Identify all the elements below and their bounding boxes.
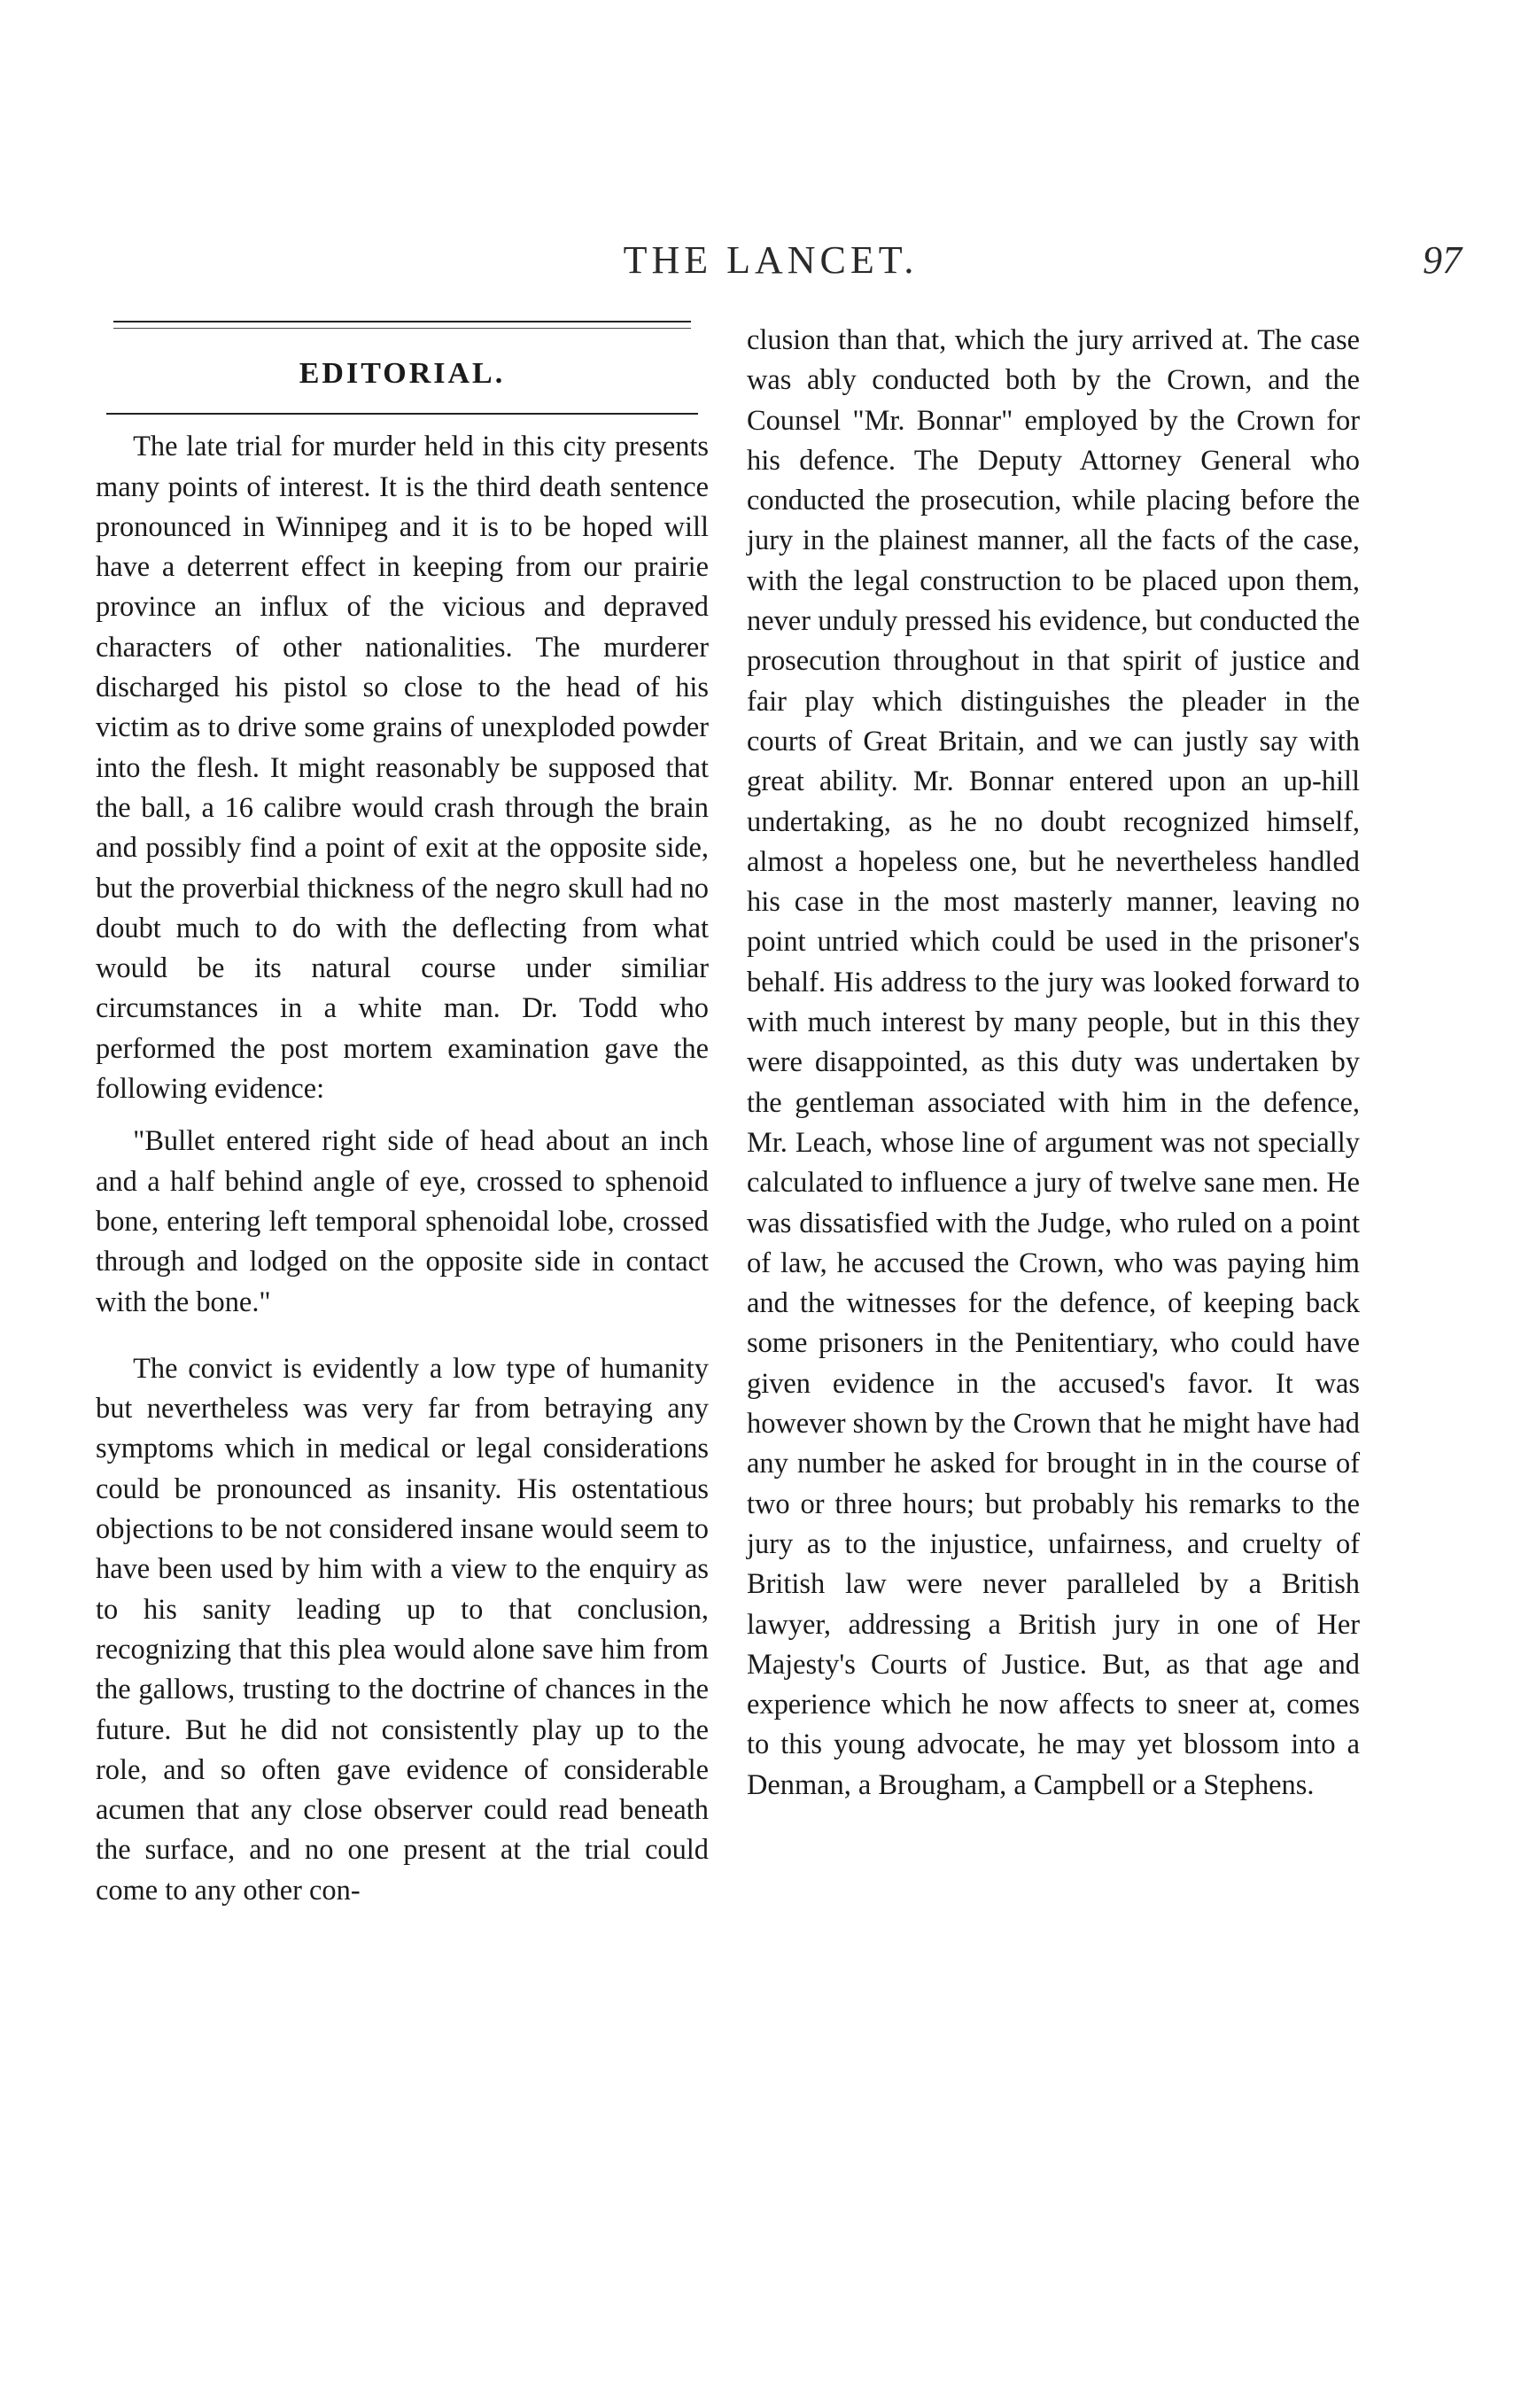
paragraph: clusion than that, which the jury arrived at. The case was ably conducted both by the Crown, and the Counsel "Mr. Bonnar" employed by the Crown for his defence. The Deputy Attorney General who conducted the prosecution, while placing before the jury in the plainest manner, all the facts of the case, with the legal construction to be placed upon them, never unduly pressed his evidence, but conducted the prosecution throughout in that spirit of justice and fair play which distinguishes the pleader in the courts of Great Britain, and we can justly say with great ability. Mr. Bonnar entered upon an up-hill undertaking, as he no doubt recognized himself, almost a hopeless one, but he nevertheless handled his case in the most masterly manner, leaving no point untried which could be used in the prisoner's behalf. His address to the jury was looked forward to with much interest by many people, but in this they were disappointed, as this duty was undertaken by the gentleman associated with him in the defence, Mr. Leach, whose line of argument was not specially calculated to influence a jury of twelve sane men. He was dissatisfied with the Judge, who ruled on a point of law, he accused the Crown, who was paying him and the witnesses for the defence, of keeping back some prisoners in the Penitentiary, who could have given evidence in the accused's favor. It was however shown by the Crown that he might have had any number he asked for brought in in the course of two or three hours; but probably his remarks to the jury as to the injustice, unfairness, and cruelty of British law were never paralleled by a British lawyer, addressing a British jury in one of Her Majesty's Courts of Justice. But, as that age and experience which he now affects to sneer at, comes to this young advocate, he may yet blossom into a Denman, a Brougham, a Campbell or a Stephens. <box>747 324 1360 1801</box>
right-column <box>747 321 1360 1806</box>
page-number: 97 <box>1423 238 1462 282</box>
section-heading: EDITORIAL. <box>299 357 506 390</box>
evidence-quote: "Bullet entered right side of head about an inch and a half behind angle of eye, crossed to sphenoid bone, entering left temporal sphenoidal lobe, crossed through and lodged on the opposite side in contact with the bone." <box>96 1125 709 1318</box>
left-column <box>96 321 709 1911</box>
heading-rule-top <box>113 321 691 329</box>
paragraph: The late trial for murder held in this city presents many points of interest. It is the third death sentence pronounced in Winnipeg and it is to be hoped will have a deterrent effect in keeping from our prairie province an influx of the vicious and depraved characters of other nationalities. The murderer discharged his pistol so close to the head of his victim as to drive some grains of unexploded powder into the flesh. It might reasonably be supposed that the ball, a 16 calibre would crash through the brain and possibly find a point of exit at the opposite side, but the proverbial thickness of the negro skull had no doubt much to do with the deflecting from what would be its natural course under similiar circumstances in a white man. Dr. Todd who performed the post mortem examination gave the following evidence: <box>96 431 709 1106</box>
running-title: THE LANCET. <box>623 238 919 282</box>
paragraph: The convict is evidently a low type of humanity but nevertheless was very far from betraying any symptoms which in medical or legal considerations could be pronounced as insanity. His ostentatious objections to be not considered insane would seem to have been used by him with a view to the enquiry as to his sanity leading up to that conclusion, recognizing that this plea would alone save him from the gallows, trusting to the doctrine of chances in the future. But he did not consistently play up to the role, and so often gave evidence of considerable acumen that any close observer could read beneath the surface, and no one present at the trial could come to any other con- <box>96 1352 709 1907</box>
